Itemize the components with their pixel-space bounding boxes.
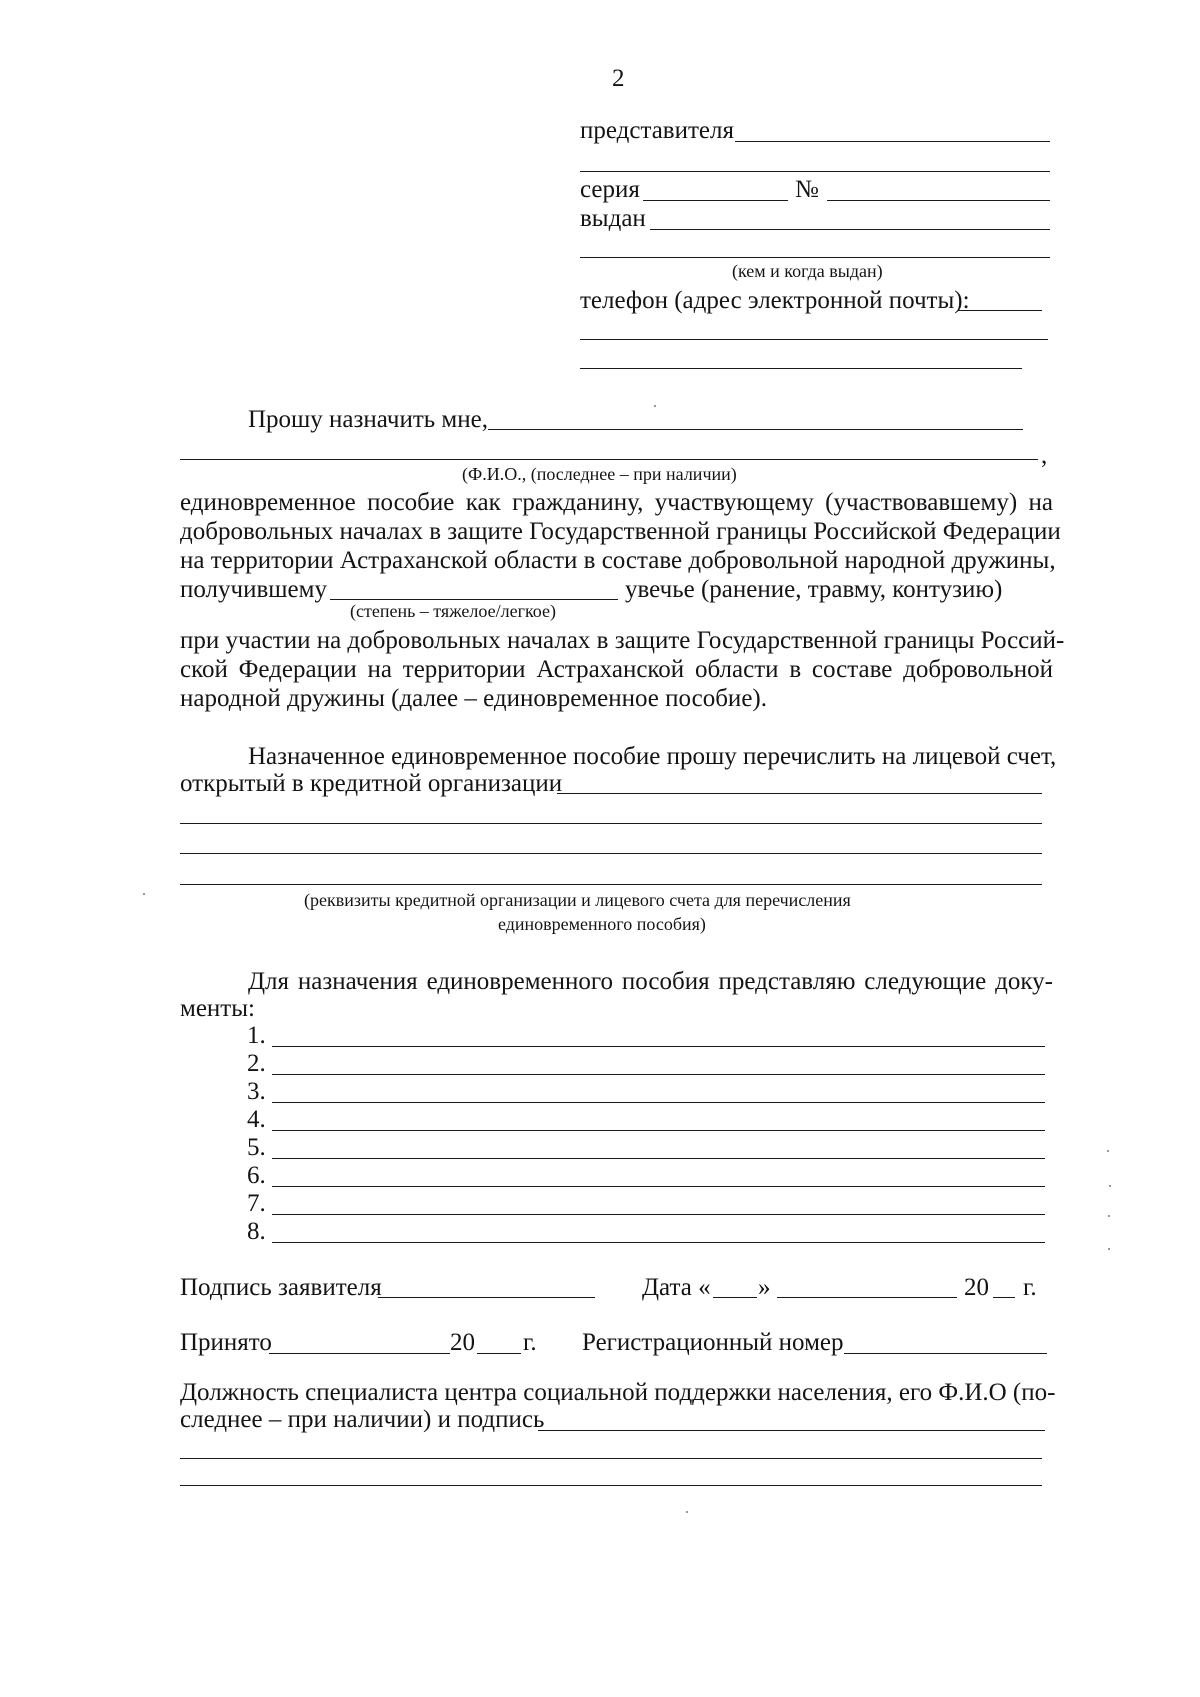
label-seriya: серия [580, 176, 640, 203]
request-line-1: единовременное пособие как гражданину, участвующему (участвовавшему) на [180, 489, 1053, 516]
document-item-field[interactable] [272, 1102, 1045, 1103]
field-year[interactable] [993, 1297, 1015, 1298]
field-predstavitelya[interactable] [735, 141, 1050, 142]
document-item-field[interactable] [272, 1186, 1045, 1187]
document-item-number: 5. [247, 1134, 266, 1161]
label-prinyato: Принято [180, 1329, 272, 1356]
document-item-number: 8. [247, 1218, 266, 1245]
label-nomer: № [795, 176, 819, 203]
field-day[interactable] [713, 1297, 757, 1298]
field-bank-cont1[interactable] [180, 823, 1042, 824]
fio-comma: , [1041, 442, 1048, 469]
document-item-number: 6. [247, 1162, 266, 1189]
field-telefon-cont1[interactable] [580, 339, 1048, 340]
document-item-field[interactable] [272, 1074, 1045, 1075]
field-vydan-cont[interactable] [580, 257, 1050, 258]
scan-speck [143, 893, 145, 895]
label-reg-nomer: Регистрационный номер [582, 1329, 844, 1356]
label-g: г. [1023, 1274, 1037, 1301]
caption-kem-kogda: (кем и когда выдан) [732, 261, 883, 281]
document-item-field[interactable] [272, 1214, 1045, 1215]
scan-speck [1108, 1248, 1110, 1250]
label-poluchivshemu: получившему [180, 576, 327, 603]
document-item-number: 2. [247, 1050, 266, 1077]
caption-stepen: (степень – тяжелое/легкое) [350, 601, 556, 621]
field-bank-cont2[interactable] [180, 853, 1042, 854]
page-number: 2 [612, 65, 625, 92]
document-item-number: 3. [247, 1078, 266, 1105]
scan-speck [686, 1511, 688, 1513]
documents-intro-1: Для назначения единовременного пособия представляю следующие доку- [248, 968, 1053, 995]
scan-speck [1107, 1150, 1109, 1152]
label-predstavitelya: представителя [580, 117, 734, 144]
specialist-line-2: следнее – при наличии) и подпись [180, 1406, 545, 1433]
transfer-line-2: открытый в кредитной организации [180, 770, 563, 797]
document-item-field[interactable] [272, 1046, 1045, 1047]
scan-speck [1108, 1215, 1110, 1217]
field-accepted-year[interactable] [477, 1353, 521, 1354]
field-reg-nomer[interactable] [844, 1353, 1047, 1354]
label-telefon: телефон (адрес электронной почты): [580, 287, 970, 314]
label-year-20: 20 [964, 1274, 989, 1301]
document-item-field[interactable] [272, 1158, 1045, 1159]
documents-intro-2: менты: [180, 995, 255, 1022]
field-nomer[interactable] [827, 200, 1050, 201]
caption-bank-1: (реквизиты кредитной организации и лицевого счета для перечисления [304, 890, 851, 910]
request-line-3: на территории Астраханской области в составе добровольной народной дружины, [180, 547, 1056, 574]
field-seriya[interactable] [643, 200, 788, 201]
request-line-5: при участии на добровольных началах в защите Государственной границы Россий- [180, 627, 1065, 654]
document-item-field[interactable] [272, 1130, 1045, 1131]
request-line-7: народной дружины (далее – единовременное пособие). [180, 685, 767, 712]
field-fio[interactable] [180, 459, 1038, 460]
caption-fio: (Ф.И.О., (последнее – при наличии) [462, 464, 737, 484]
label-accepted-g: г. [523, 1329, 537, 1356]
request-line-2: добровольных началах в защите Государственной границы Российской Федерации [180, 518, 1061, 545]
specialist-line-1: Должность специалиста центра социальной поддержки населения, его Ф.И.О (по- [180, 1379, 1056, 1406]
document-item-number: 1. [247, 1022, 266, 1049]
label-accepted-year-20: 20 [450, 1329, 475, 1356]
field-vydan[interactable] [650, 229, 1050, 230]
field-telefon-cont2[interactable] [580, 368, 1022, 369]
label-data-close: » [758, 1274, 771, 1301]
field-specialist-cont1[interactable] [180, 1458, 1042, 1459]
caption-bank-2: единовременного пособия) [498, 914, 706, 934]
field-telefon[interactable] [958, 310, 1042, 311]
scan-speck [1109, 1185, 1111, 1187]
field-bank[interactable] [557, 793, 1042, 794]
label-data: Дата « [642, 1274, 711, 1301]
document-item-field[interactable] [272, 1242, 1045, 1243]
field-bank-cont3[interactable] [180, 884, 1042, 885]
scan-speck [654, 405, 656, 407]
field-month[interactable] [777, 1297, 957, 1298]
transfer-line-1: Назначенное единовременное пособие прошу перечислить на лицевой счет, [248, 743, 1057, 770]
field-stepen[interactable] [330, 599, 618, 600]
document-item-number: 7. [247, 1190, 266, 1217]
label-podpis: Подпись заявителя [180, 1274, 382, 1301]
field-podpis[interactable] [378, 1297, 595, 1298]
label-uvechye: увечье (ранение, травму, контузию) [625, 576, 1003, 603]
document-item-number: 4. [247, 1106, 266, 1133]
field-specialist[interactable] [538, 1430, 1045, 1431]
field-predstavitelya-cont[interactable] [580, 171, 1050, 172]
label-vydan: выдан [580, 205, 646, 232]
field-prinyato-date[interactable] [269, 1353, 450, 1354]
request-line-6: ской Федерации на территории Астраханской области в составе добровольной [180, 656, 1053, 683]
field-proshu[interactable] [488, 429, 1023, 430]
label-proshu: Прошу назначить мне, [248, 406, 488, 433]
field-specialist-cont2[interactable] [180, 1485, 1042, 1486]
